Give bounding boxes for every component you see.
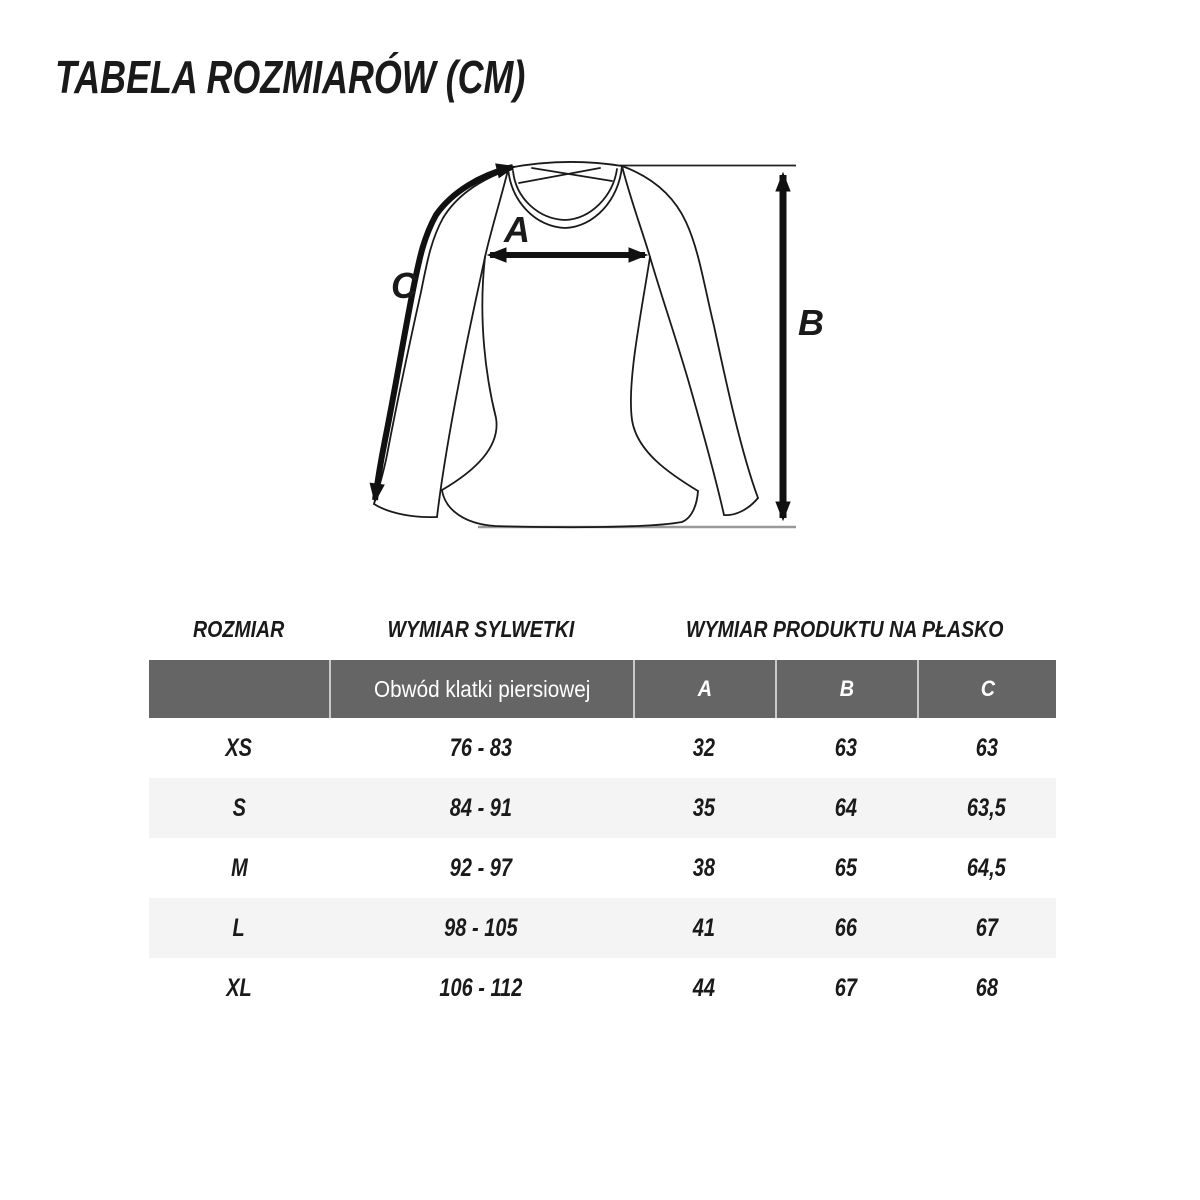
size-cell: L — [232, 913, 246, 942]
right-cuff — [724, 498, 758, 515]
c-cell: 68 — [975, 973, 998, 1002]
table-header-bar — [149, 660, 1056, 718]
page-title — [55, 50, 658, 104]
b-cell: 67 — [834, 973, 858, 1002]
size-cell: XS — [225, 733, 253, 762]
b-cell: 63 — [834, 733, 858, 762]
group-header-size: ROZMIAR — [193, 615, 285, 642]
chest-cell: 84 - 91 — [449, 793, 513, 822]
header-cell-chest: Obwód klatki piersiowej — [329, 660, 633, 718]
table-row-xl — [149, 958, 1056, 1018]
c-cell: 63 — [975, 733, 998, 762]
size-cell: XL — [226, 973, 252, 1002]
b-cell: 65 — [834, 853, 858, 882]
header-cell-a: A — [633, 660, 775, 718]
right-shoulder-seam — [622, 166, 650, 257]
group-header-body-measurement: WYMIAR SYLWETKI — [387, 615, 575, 642]
page-title-text: TABELA ROZMIARÓW (CM) — [55, 51, 526, 103]
size-table — [149, 612, 1056, 1018]
body-left-edge — [442, 257, 497, 490]
body-right-edge — [631, 257, 698, 491]
header-cell-b: B — [775, 660, 917, 718]
b-cell: 66 — [834, 913, 858, 942]
shirt-measurement-diagram — [330, 130, 850, 550]
size-cell: S — [232, 793, 246, 822]
diagram-label-a: A — [504, 209, 530, 250]
c-cell: 67 — [975, 913, 998, 942]
chest-cell: 76 - 83 — [449, 733, 513, 762]
right-sleeve-outer-edge — [622, 166, 758, 498]
collar-top-line — [508, 162, 622, 168]
group-header-product-measurement: WYMIAR PRODUKTU NA PŁASKO — [685, 615, 1004, 642]
shirt-outline — [374, 162, 758, 527]
b-cell: 64 — [834, 793, 858, 822]
table-row-xs — [149, 718, 1056, 778]
table-group-headers — [149, 612, 1056, 646]
left-cuff — [374, 504, 437, 517]
diagram-label-b: B — [798, 302, 824, 343]
chest-cell: 98 - 105 — [444, 913, 518, 942]
diagram-label-c: C — [391, 265, 417, 306]
c-cell: 64,5 — [967, 853, 1006, 882]
a-cell: 32 — [692, 733, 716, 762]
body-hem — [442, 490, 698, 527]
left-sleeve-outer-edge — [374, 170, 508, 504]
a-cell: 35 — [692, 793, 716, 822]
a-cell: 38 — [692, 853, 716, 882]
chest-cell: 92 - 97 — [449, 853, 513, 882]
header-cell-empty — [149, 660, 329, 718]
c-cell: 63,5 — [967, 793, 1006, 822]
size-cell: M — [230, 853, 248, 882]
a-cell: 44 — [692, 973, 716, 1002]
chest-cell: 106 - 112 — [439, 973, 523, 1002]
table-row-m — [149, 838, 1056, 898]
table-row-l — [149, 898, 1056, 958]
header-cell-c: C — [917, 660, 1056, 718]
table-row-s — [149, 778, 1056, 838]
a-cell: 41 — [692, 913, 716, 942]
collar-fold-line-left — [519, 168, 600, 183]
right-sleeve-inner-edge — [650, 257, 724, 515]
